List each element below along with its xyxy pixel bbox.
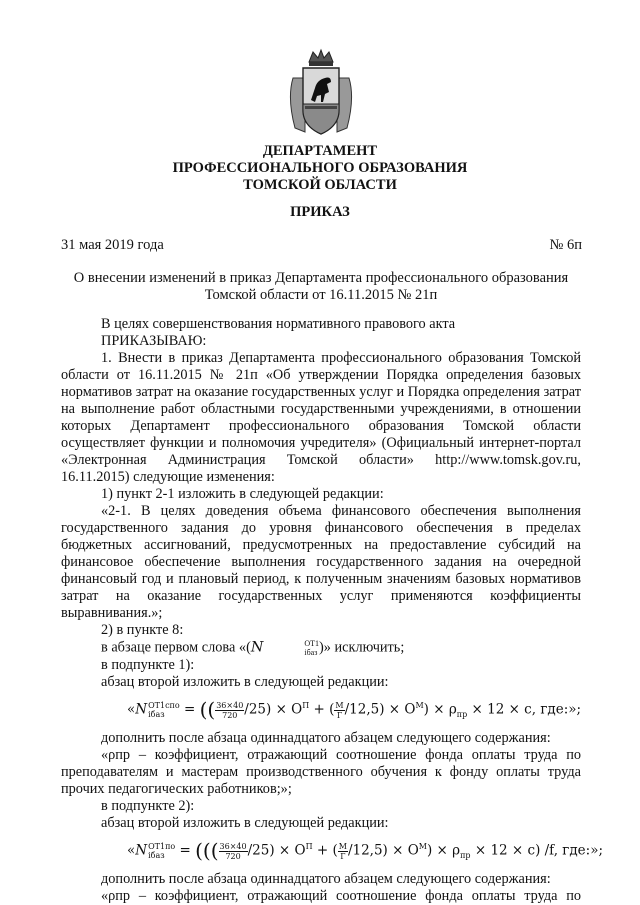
fraction-num: 36×40	[216, 700, 244, 710]
department-line-3: ТОМСКОЙ ОБЛАСТИ	[243, 177, 397, 193]
formula2-sup-p: П	[305, 842, 313, 852]
formula-sup: ОТ1спо	[148, 701, 180, 710]
formula2-n: N	[135, 842, 148, 859]
symbol-n: N	[250, 639, 264, 656]
m2-num: М	[338, 841, 347, 851]
paragraph-new-2-1: «2-1. В целях доведения объема финансового обеспечения выполнения государственного задания до уровня финансового обеспечения в пределах бюджетных ассигнований, предусмотренных на предоставление субсидий на финансовое обеспечение выполнения государственного задания на очередной финансовый год и плановый период, к полученным значениям базовых нормативов затрат на оказание государственных услуг применяются коэффициенты выравнивания.»;	[61, 503, 581, 621]
date-number-line	[61, 237, 582, 254]
formula2-part-a: /25) × О	[247, 842, 306, 859]
formula2-open-quote: «	[127, 842, 136, 859]
formula-plus: + (	[309, 701, 335, 718]
paragraph-first-abzac	[61, 639, 581, 657]
paragraph-second-abzac-2: абзац второй изложить в следующей редакции:	[101, 815, 389, 832]
m-num: М	[335, 700, 344, 710]
formula-fraction	[215, 701, 244, 720]
department-header	[0, 143, 640, 194]
m-den: Г	[336, 710, 343, 720]
order-body	[61, 316, 604, 905]
order-number: № 6п	[549, 237, 582, 253]
formula2-part-b: /12,5) × О	[347, 842, 419, 859]
symbol-indices	[264, 639, 319, 657]
paragraph-purpose: В целях совершенствования нормативного правового акта	[101, 316, 456, 332]
formula2-fraction	[219, 842, 248, 861]
formula2-eq: =	[175, 842, 196, 859]
formula-part-c: ) × ρ	[423, 701, 457, 718]
department-line-1: ДЕПАРТАМЕНТ	[262, 143, 378, 159]
symbol-sub: iбаз	[304, 648, 318, 657]
formula-indices	[148, 701, 180, 719]
formula-m-fraction	[334, 701, 344, 720]
formula-part-b: /12,5) × О	[344, 701, 416, 718]
formula-eq: =	[179, 701, 200, 718]
formula2-sup: ОТ1по	[148, 842, 176, 852]
formula-sup-m: М	[415, 701, 424, 710]
formula2-m-fraction	[338, 842, 348, 861]
formula-sub-pr: пр	[456, 710, 468, 720]
paragraph-item-1: 1. Внести в приказ Департамента профессионального образования Томской области от 16.11.2015 № 21п «Об утверждении Порядка определения базовых нормативов затрат на оказание государственных услуг и Порядка определения затрат на выполнение работ областными государственными учреждениями, в отношении которых Департамент профессионального образования Томской области осуществляет функции и полномочия учредителя» (Официальный интернет-портал «Электронная Администрация Томской области» http://www.tomsk.gov.ru, 16.11.2015) следующие изменения:	[61, 350, 581, 485]
paragraph-add-abzac-2: дополнить после абзаца одиннадцатого абзацем следующего содержания:	[101, 871, 551, 888]
formula2-indices	[148, 842, 175, 860]
paragraph-subpoint-2: в подпункте 2):	[101, 798, 195, 815]
paragraph-second-abzac-1: абзац второй изложить в следующей редакции:	[101, 674, 389, 690]
paragraph-subitem-2: 2) в пункте 8:	[101, 622, 184, 638]
document-type-title: ПРИКАЗ	[290, 204, 350, 220]
order-date: 31 мая 2019 года	[61, 237, 164, 253]
abzac-text-start: в абзаце первом слова «(	[101, 639, 251, 656]
formula-sup-p: П	[302, 701, 310, 710]
tomsk-region-coat-of-arms-icon	[285, 48, 357, 138]
paragraph-add-abzac-1: дополнить после абзаца одиннадцатого абзацем следующего содержания:	[101, 730, 551, 747]
m2-den: Г	[340, 851, 346, 861]
formula2-part-c: ) × ρ	[426, 842, 461, 859]
paragraph-coefficient-1: «ρпр – коэффициент, отражающий соотношение фонда оплаты труда по преподавателям и мастерам производственного обучения к фонду оплаты труда прочих педагогических работников;»;	[61, 747, 581, 798]
formula2-sub: iбаз	[148, 851, 165, 861]
formula-po	[127, 835, 604, 868]
formula-n: N	[135, 701, 148, 718]
formula2-sup-m: М	[418, 842, 427, 852]
formula2-plus: + (	[312, 842, 338, 859]
formula2-tail: × 12 × с) /f, где:»;	[470, 842, 604, 859]
formula-spo	[127, 694, 581, 727]
formula-tail: × 12 × с, где:»;	[467, 701, 582, 718]
paragraph-coefficient-2: «ρпр – коэффициент, отражающий соотношение фонда оплаты труда по	[101, 888, 581, 905]
formula-paren: ((	[199, 697, 216, 722]
formula2-paren: (((	[195, 838, 219, 863]
formula2-sub-pr: пр	[460, 851, 471, 861]
paragraph-subitem-1: 1) пункт 2-1 изложить в следующей редакции:	[101, 486, 384, 502]
paragraph-subpoint-1: в подпункте 1):	[101, 657, 195, 673]
fraction2-den: 720	[225, 851, 241, 861]
formula-sub: iбаз	[148, 710, 165, 719]
formula-part-a: /25) × О	[244, 701, 303, 718]
department-line-2: ПРОФЕССИОНАЛЬНОГО ОБРАЗОВАНИЯ	[172, 160, 468, 176]
order-subject: О внесении изменений в приказ Департамента профессионального образования Томской области от 16.11.2015 № 21п	[73, 270, 569, 303]
formula-open-quote: «	[127, 701, 136, 718]
symbol-sup: ОТ1	[304, 639, 320, 648]
abzac-text-end: )» исключить;	[319, 639, 405, 656]
paragraph-order-word: ПРИКАЗЫВАЮ:	[101, 333, 207, 349]
fraction2-num: 36×40	[219, 841, 247, 851]
fraction-den: 720	[222, 710, 238, 720]
